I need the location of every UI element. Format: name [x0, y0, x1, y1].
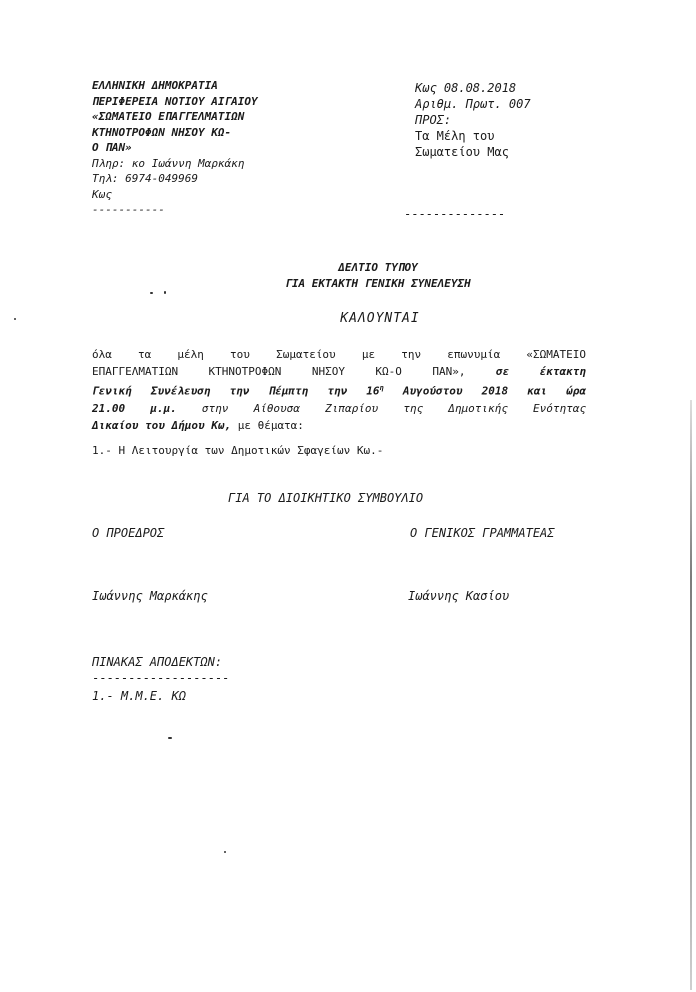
press-release-subtitle: ΓΙΑ ΕΚΤΑΚΤΗ ΓΕΝΙΚΗ ΣΥΝΕΛΕΥΣΗ — [285, 277, 471, 290]
scan-speck — [168, 737, 172, 739]
sender-phone: Τηλ: 6974-049969 — [92, 172, 198, 185]
document-date: Κως 08.08.2018 — [415, 81, 517, 95]
protocol-number: Αριθμ. Πρωτ. 007 — [415, 97, 531, 111]
sender-city: Κως — [92, 187, 112, 201]
to-label: ΠΡΟΣ: — [415, 113, 452, 127]
sender-block — [92, 78, 258, 218]
scan-speck — [164, 291, 166, 294]
body-line-1: όλα τα μέλη του Σωματείου με την επωνυμία «ΣΩΜΑΤΕΙΟ — [92, 348, 586, 361]
agenda-item: 1.- Η Λειτουργία των Δημοτικών Σφαγείων Κω.- — [92, 444, 384, 457]
sender-country: ΕΛΛΗΝΙΚΗ ΔΗΜΟΚΡΑΤΙΑ — [92, 79, 218, 92]
scan-edge-shadow — [690, 400, 692, 990]
secretary-title: Ο ΓΕΝΙΚΟΣ ΓΡΑΜΜΑΤΕΑΣ — [410, 526, 555, 540]
sender-union-line3: Ο ΠΑΝ» — [92, 141, 132, 154]
recipient-line1: Τα Μέλη του — [415, 129, 495, 143]
president-title: Ο ΠΡΟΕΔΡΟΣ — [92, 526, 165, 540]
body-line-2: ΕΠΑΓΓΕΛΜΑΤΙΩΝ ΚΤΗΝΟΤΡΟΦΩΝ ΝΗΣΟΥ ΚΩ-Ο ΠΑΝ», σε έκτακτη — [92, 365, 587, 378]
recipient-line2: Σωματείου Μας — [415, 145, 509, 159]
sender-union-line1: «ΣΩΜΑΤΕΙΟ ΕΠΑΓΓΕΛΜΑΤΙΩΝ — [92, 110, 245, 123]
scan-speck — [14, 318, 16, 320]
secretary-name: Ιωάννης Κασίου — [408, 589, 510, 603]
recipient-rule: -------------- — [404, 207, 506, 221]
body-line-4: 21.00 μ.μ. στην Αίθουσα Ζιπαρίου της Δημοτικής Ενότητας — [92, 401, 586, 415]
sender-union-line2: ΚΤΗΝΟΤΡΟΦΩΝ ΝΗΣΟΥ ΚΩ- — [92, 125, 232, 139]
body-line-3: Γενική Συνέλευση την Πέμπτη την $16^\eta$ Αυγούστου 2018 και ώρα — [92, 384, 586, 398]
recipient-block — [415, 80, 531, 160]
call-heading: ΚΑΛΟΥΝΤΑΙ — [340, 311, 420, 326]
recipients-rule: ------------------- — [92, 671, 230, 685]
sender-contact: Πληρ: κο Ιωάννη Μαρκάκη — [92, 156, 245, 170]
sender-rule: ----------- — [92, 203, 165, 216]
body-paragraph — [92, 346, 586, 434]
recipients-label: ΠΙΝΑΚΑΣ ΑΠΟΔΕΚΤΩΝ: — [92, 655, 223, 669]
sender-region: ΠΕΡΙΦΕΡΕΙΑ ΝΟΤΙΟΥ ΑΙΓΑΙΟΥ — [92, 94, 258, 108]
press-release-title: ΔΕΛΤΙΟ ΤΥΠΟΥ — [338, 261, 418, 274]
president-name: Ιωάννης Μαρκάκης — [92, 589, 208, 603]
scan-speck — [224, 851, 226, 853]
body-line-5: Δικαίου του Δήμου Κω, με θέματα: — [92, 418, 304, 432]
scan-speck — [150, 292, 153, 294]
recipients-item: 1.- Μ.Μ.Ε. ΚΩ — [92, 689, 186, 703]
board-label: ΓΙΑ ΤΟ ΔΙΟΙΚΗΤΙΚΟ ΣΥΜΒΟΥΛΙΟ — [228, 491, 424, 505]
